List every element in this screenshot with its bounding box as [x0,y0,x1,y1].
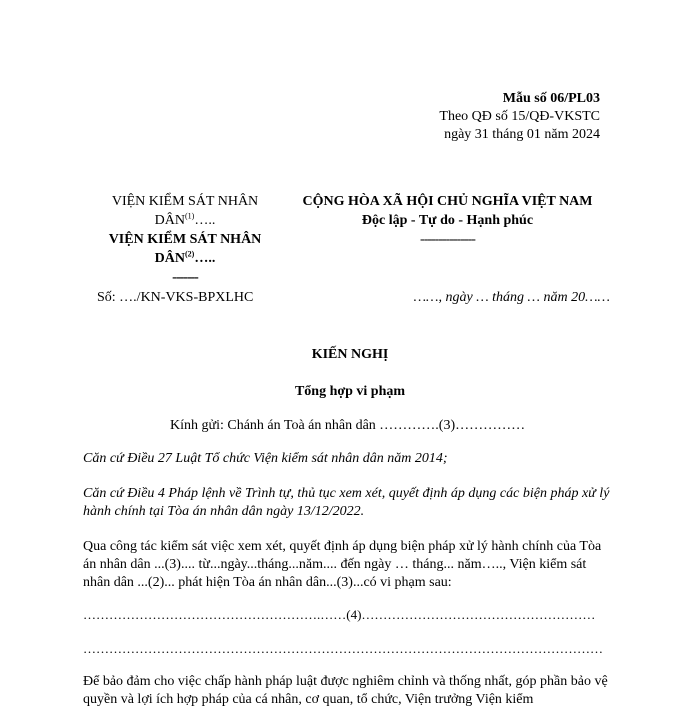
body-paragraph-2: Để bảo đảm cho việc chấp hành pháp luật được nghiêm chỉnh và thống nhất, góp phần bảo vệ quyền và lợi ích hợp pháp của cá nhân, cơ quan, tổ chức, Viện trưởng Viện kiểm [83,674,608,707]
document-number: Số: …./KN-VKS-BPXLHC [97,290,254,305]
legal-basis-2: Căn cứ Điều 4 Pháp lệnh về Trình tự, thủ tục xem xét, quyết định áp dụng các biện pháp xử lý hành chính tại Tòa án nhân dân ngày 13/12/2022. [83,486,610,519]
agency-line-3: VIỆN KIỂM SÁT NHÂN [108,232,262,247]
agency-line-4 [80,249,290,268]
agency-line-2-text: DÂN [154,213,185,228]
place-date: ……, ngày … tháng … năm 20…… [413,290,610,305]
nation-header [285,192,610,249]
agency-line-2 [80,211,290,230]
form-identifier [400,90,600,144]
nation-divider: --------------- [420,232,475,247]
violation-dots-line-2: ………………………………………………………………………………………………………… [83,641,603,656]
agency-line-4-text: DÂN [154,251,185,266]
document-title: KIẾN NGHỊ [311,347,389,362]
nation-motto: Độc lập - Tự do - Hạnh phúc [361,213,534,228]
form-date: ngày 31 tháng 01 năm 2024 [444,127,600,142]
agency-header [80,192,290,287]
agency-line-2-suffix: ….. [194,213,216,228]
agency-line-1: VIỆN KIỂM SÁT NHÂN [111,194,259,209]
form-decision: Theo QĐ số 15/QĐ-VKSTC [439,109,600,124]
document-subtitle: Tổng hợp vi phạm [294,384,406,399]
legal-basis-1: Căn cứ Điều 27 Luật Tổ chức Viện kiểm sát nhân dân năm 2014; [83,451,448,466]
violation-dots-line-1: ……………………………………………….……(4)……………………………………………… [83,607,596,622]
body-paragraph-1: Qua công tác kiểm sát việc xem xét, quyết định áp dụng biện pháp xử lý hành chính của Tòa án nhân dân ...(3).... từ...ngày...tháng...năm.... đến ngày … tháng... năm….., Viện kiểm sát nhân dân ...(2)... phát hiện Tòa án nhân dân...(3)...có vi phạm sau: [83,539,602,590]
agency-divider: ------- [172,270,198,285]
note-ref-1: (1) [185,211,195,221]
nation-title: CỘNG HÒA XÃ HỘI CHỦ NGHĨA VIỆT NAM [302,194,593,209]
agency-line-4-suffix: ….. [194,251,216,266]
recipient-line: Kính gửi: Chánh án Toà án nhân dân ………….(3)…………… [170,418,526,433]
note-ref-2: (2) [185,249,195,259]
form-number: Mẫu số 06/PL03 [502,91,600,106]
